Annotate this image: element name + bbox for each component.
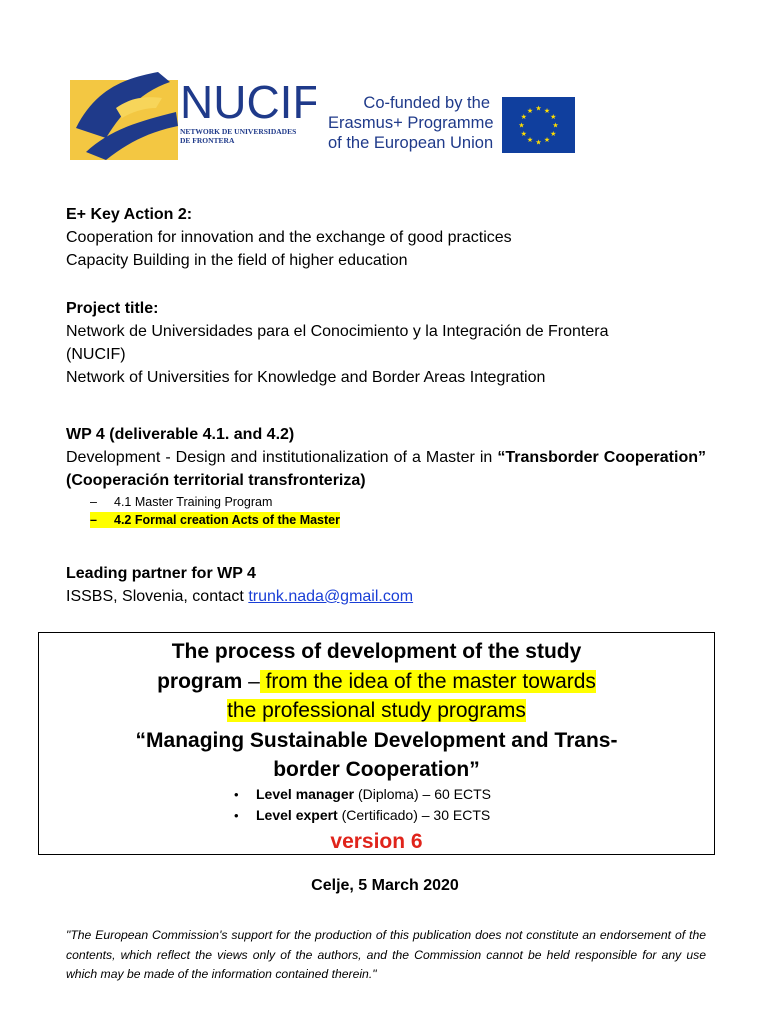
eu-star-icon: ★ — [552, 122, 559, 130]
version-label: version 6 — [330, 830, 423, 853]
eu-star-icon: ★ — [535, 105, 542, 113]
project-title-line-1: Network de Universidades para el Conocimiento y la Integración de Frontera — [66, 323, 609, 340]
leading-partner-contact: ISSBS, Slovenia, contact — [66, 588, 249, 605]
key-action-line-2: Capacity Building in the field of higher education — [66, 252, 408, 269]
wp-description-bold: “Transborder Cooperation” (Cooperación territorial transfronteriza) — [66, 449, 706, 489]
eu-star-icon: ★ — [543, 137, 551, 145]
bullet-icon: • — [234, 787, 239, 802]
wp-item-2 — [90, 512, 340, 528]
project-title-section — [66, 297, 716, 389]
key-action-heading: E+ Key Action 2: — [66, 206, 193, 223]
eu-line-3: of the European Union — [328, 134, 494, 152]
wp-item-1 — [90, 494, 272, 510]
level-list — [234, 784, 491, 826]
contact-email-link[interactable]: trunk.nada@gmail.com — [248, 588, 414, 605]
level-expert-detail: (Certificado) – 30 ECTS — [337, 807, 491, 823]
eu-star-icon: ★ — [526, 137, 534, 145]
nucif-logo-subtitle-1: NETWORK DE UNIVERSIDADES — [180, 127, 297, 136]
box-title-line-2 — [39, 667, 714, 697]
key-action-line-1: Cooperation for innovation and the exchange of good practices — [66, 229, 512, 246]
bullet-icon: • — [234, 808, 239, 823]
wp-section — [66, 423, 716, 492]
eu-line-1: Co-funded by the — [363, 94, 490, 112]
eu-star-icon: ★ — [526, 107, 534, 115]
level-manager-detail: (Diploma) – 60 ECTS — [354, 786, 491, 802]
eu-star-icon: ★ — [543, 107, 551, 115]
eu-star-icon: ★ — [520, 114, 527, 121]
level-expert-item — [234, 805, 491, 826]
study-program-title — [39, 637, 714, 785]
box-title-program: program — [157, 669, 249, 693]
leading-partner-text — [66, 585, 716, 608]
wp-item-2-dash: – — [90, 513, 97, 527]
eu-stars-icon — [502, 97, 575, 153]
nucif-logo — [66, 68, 316, 164]
eu-star-icon: ★ — [520, 131, 527, 138]
nucif-logo-subtitle-2: DE FRONTERA — [180, 136, 235, 145]
document-date: Celje, 5 March 2020 — [311, 877, 459, 894]
eu-line-2: Erasmus+ Programme — [328, 114, 494, 132]
eu-cofunded-text — [328, 93, 494, 153]
nucif-logo-graphic — [66, 68, 316, 164]
level-expert-label: Level expert — [256, 807, 338, 823]
wp-item-2-label: 4.2 Formal creation Acts of the Master — [114, 513, 340, 527]
leading-partner-section — [66, 562, 716, 608]
study-program-box — [38, 632, 715, 855]
box-title-highlight-2: the professional study programs — [227, 699, 526, 722]
eu-flag-icon — [502, 97, 575, 153]
wp-description — [66, 446, 706, 492]
box-title-line-1: The process of development of the study — [171, 640, 582, 663]
nucif-logo-text: NUCIF — [180, 76, 316, 128]
eu-star-icon: ★ — [550, 131, 557, 138]
wp-description-plain: Development - Design and institutionalization of a Master in — [66, 449, 498, 466]
box-title-highlight-1: from the idea of the master towards — [259, 669, 596, 693]
box-title-line-3 — [39, 696, 714, 726]
level-manager-item — [234, 784, 491, 805]
eu-disclaimer: "The European Commission's support for the production of this publication does not constitute an endorsement of the contents, which reflect the views only of the authors, and the Commission cannot be held responsible for any use which may be made of the information contained therein." — [66, 928, 706, 981]
wp-item-1-dash: – — [90, 495, 97, 509]
box-title-dash: – — [248, 669, 260, 693]
key-action-section — [66, 203, 716, 272]
project-title-heading: Project title: — [66, 300, 159, 317]
eu-star-icon: ★ — [550, 114, 557, 121]
leading-partner-heading: Leading partner for WP 4 — [66, 565, 256, 582]
wp-item-1-label: 4.1 Master Training Program — [114, 495, 273, 509]
wp-heading: WP 4 (deliverable 4.1. and 4.2) — [66, 426, 295, 443]
box-title-line-5: border Cooperation” — [273, 758, 480, 781]
eu-star-icon: ★ — [535, 139, 542, 147]
box-title-line-4: “Managing Sustainable Development and Trans- — [135, 728, 618, 752]
eu-star-icon: ★ — [518, 122, 525, 130]
level-manager-label: Level manager — [256, 786, 355, 802]
project-title-line-3: Network of Universities for Knowledge and Border Areas Integration — [66, 369, 546, 386]
project-title-line-2: (NUCIF) — [66, 346, 126, 363]
